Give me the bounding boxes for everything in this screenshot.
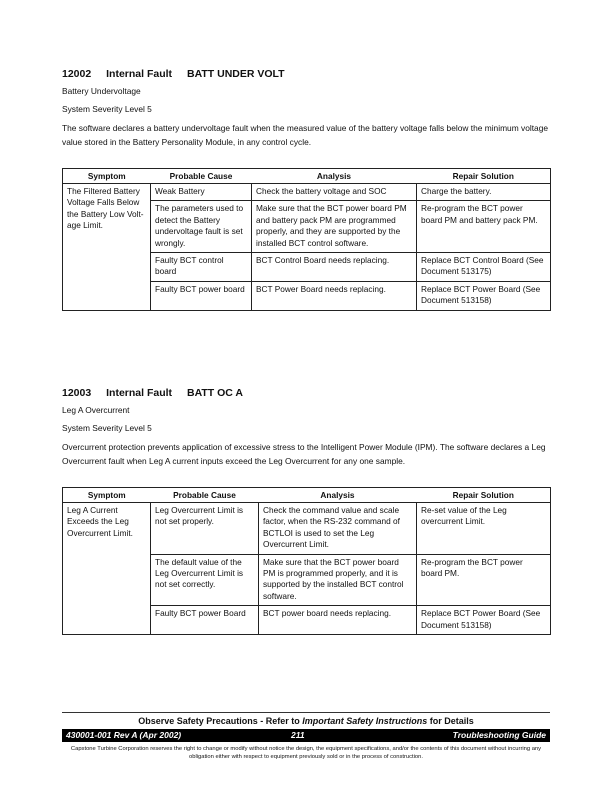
table-header-row [63,488,551,503]
fault-subtitle: Leg A Overcurrent [62,405,130,415]
solution-cell: Replace BCT Control Board (See Document 513175) [417,253,551,282]
chapter-title: Troubleshooting Guide [452,730,546,740]
cause-cell: Leg Overcurrent Limit is not set properly. [151,503,259,555]
header-repair-solution: Repair Solution [417,488,551,503]
solution-cell: Re-program the BCT power board PM. [417,554,551,606]
safety-instructions-ref: Important Safety Instructions [302,716,428,726]
solution-cell: Replace BCT Power Board (See Document 513158) [417,606,551,635]
safety-notice [62,716,550,726]
fault-description: Overcurrent protection prevents application of excessive stress to the Intelligent Power Module (IPM). The software declares a Leg Overcurrent fault when Leg A current inputs exceed the Leg Overcurrent for any one sample. [62,442,546,466]
fault-description: The software declares a battery undervoltage fault when the measured value of the battery voltage falls below the minimum voltage value stored in the Battery Personality Module, in any control cycle. [62,123,549,147]
cause-cell: Faulty BCT power Board [151,606,259,635]
cause-cell: Faulty BCT control board [151,253,252,282]
cause-cell: Faulty BCT power board [151,281,252,310]
cause-cell: Weak Battery [151,184,252,201]
header-symptom: Symptom [63,488,151,503]
fault-code: 12003 [62,387,92,399]
solution-cell: Replace BCT Power Board (See Document 513158) [417,281,551,310]
header-analysis: Analysis [259,488,417,503]
table-header-row [63,169,551,184]
cause-cell: The default value of the Leg Overcurrent Limit is not set correctly. [151,554,259,606]
severity-level: System Severity Level 5 [62,104,152,114]
fault-section-12003 [62,387,550,635]
table-row [63,503,551,555]
header-probable-cause: Probable Cause [151,488,259,503]
troubleshooting-table [62,487,551,635]
analysis-cell: Check the command value and scale factor, when the RS-232 command of BCTLOI is used to set the Leg Overcurrent Limit. [259,503,417,555]
fault-name: BATT UNDER VOLT [186,68,285,80]
symptom-cell: Leg A Current Exceeds the Leg Overcurrent Limit. [63,503,151,635]
cause-cell: The parameters used to detect the Battery undervoltage fault is set wrongly. [151,201,252,253]
fault-name: BATT OC A [186,387,243,399]
fault-code: 12002 [62,68,92,80]
fault-category: Internal Fault [106,387,173,399]
analysis-cell: Make sure that the BCT power board PM is programmed properly, and it is supported by the installed BCT control software. [259,554,417,606]
solution-cell: Charge the battery. [417,184,551,201]
safety-notice-prefix: Observe Safety Precautions - Refer to [138,716,303,726]
severity-level: System Severity Level 5 [62,423,152,433]
footer-rule [62,712,550,713]
safety-notice-suffix: for Details [427,716,474,726]
header-repair-solution: Repair Solution [417,169,551,184]
page-number: 211 [291,730,305,740]
table-row [63,184,551,201]
solution-cell: Re-program the BCT power board PM and battery pack PM. [417,201,551,253]
analysis-cell: BCT power board needs replacing. [259,606,417,635]
footer-bar [62,729,550,742]
fault-category: Internal Fault [106,68,173,80]
fault-heading [62,68,550,80]
fault-section-12002 [62,68,550,311]
troubleshooting-table [62,168,551,311]
analysis-cell: BCT Power Board needs replacing. [252,281,417,310]
solution-cell: Re-set value of the Leg overcurrent Limit. [417,503,551,555]
header-symptom: Symptom [63,169,151,184]
page-footer [62,712,550,761]
symptom-cell: The Filtered Battery Voltage Falls Below the Battery Low Volt-age Limit. [63,184,151,311]
document-id: 430001-001 Rev A (Apr 2002) [66,730,182,740]
header-probable-cause: Probable Cause [151,169,252,184]
fault-heading [62,387,550,399]
analysis-cell: Check the battery voltage and SOC [252,184,417,201]
disclaimer: Capstone Turbine Corporation reserves the right to change or modify without notice the design, the equipment specifications, and/or the contents of this document without incurring any obligation either with respect to equipment previously sold or in the process of construction. [70,746,542,760]
analysis-cell: Make sure that the BCT power board PM and battery pack PM are programmed properly, and they are supported by the installed BCT control software. [252,201,417,253]
fault-subtitle: Battery Undervoltage [62,86,141,96]
header-analysis: Analysis [252,169,417,184]
analysis-cell: BCT Control Board needs replacing. [252,253,417,282]
